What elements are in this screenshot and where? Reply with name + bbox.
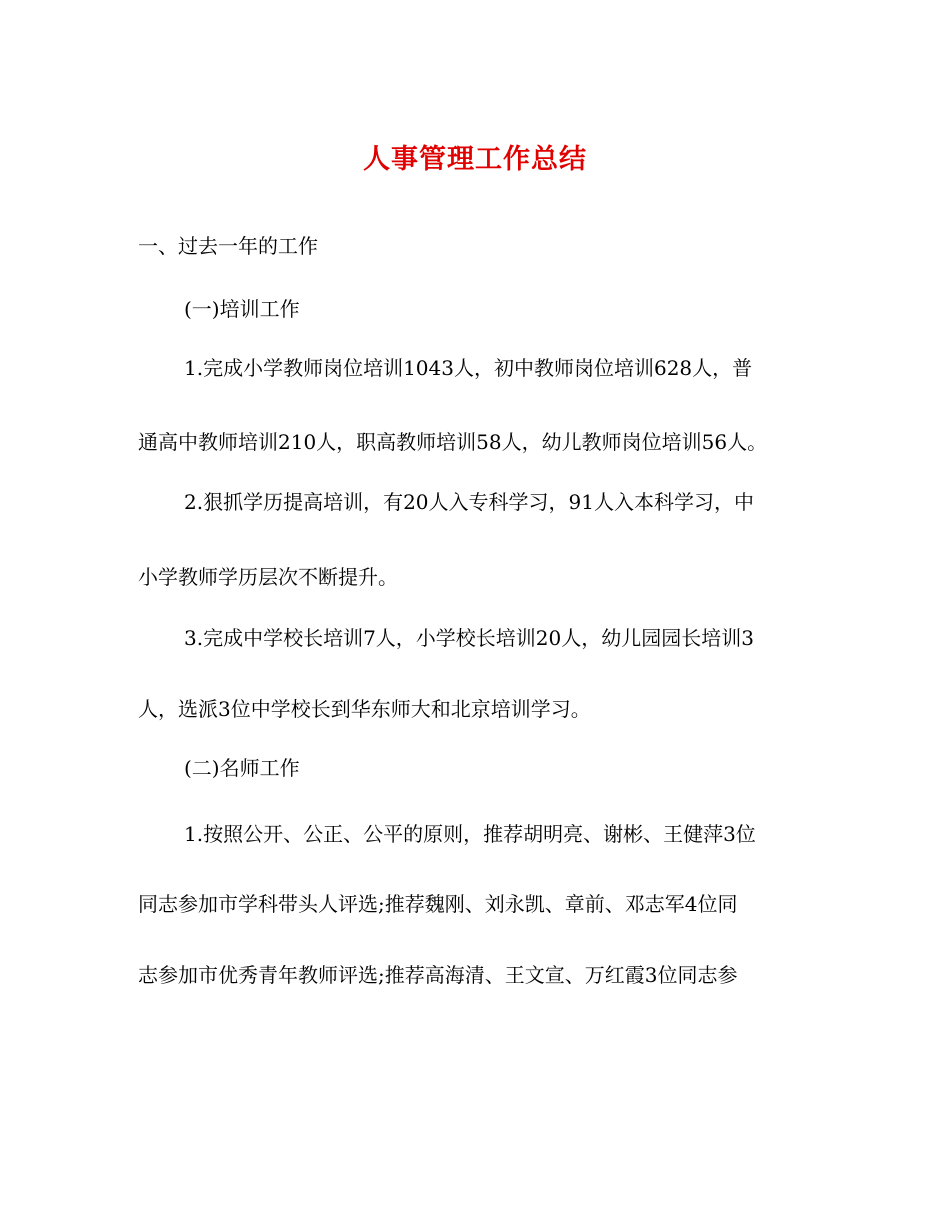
subsection-heading-famous-teachers: (二)名师工作 bbox=[184, 756, 300, 780]
paragraph-line: 志参加市优秀青年教师评选;推荐高海清、王文宣、万红霞3位同志参 bbox=[138, 963, 738, 987]
paragraph-line: 人，选派3位中学校长到华东师大和北京培训学习。 bbox=[138, 697, 591, 721]
paragraph-line: 2.狠抓学历提高培训，有20人入专科学习，91人入本科学习，中 bbox=[184, 490, 754, 514]
paragraph-line: 通高中教师培训210人，职高教师培训58人，幼儿教师岗位培训56人。 bbox=[138, 430, 768, 454]
document-title: 人事管理工作总结 bbox=[363, 144, 587, 175]
section-heading-past-year: 一、过去一年的工作 bbox=[138, 234, 318, 258]
paragraph-line: 1.完成小学教师岗位培训1043人，初中教师岗位培训628人，普 bbox=[184, 356, 753, 380]
paragraph-line: 3.完成中学校长培训7人，小学校长培训20人，幼儿园园长培训3 bbox=[184, 626, 754, 650]
paragraph-line: 同志参加市学科带头人评选;推荐魏刚、刘永凯、章前、邓志军4位同 bbox=[138, 892, 738, 916]
subsection-heading-training: (一)培训工作 bbox=[184, 297, 300, 321]
paragraph-line: 小学教师学历层次不断提升。 bbox=[138, 565, 398, 589]
paragraph-line: 1.按照公开、公正、公平的原则，推荐胡明亮、谢彬、王健萍3位 bbox=[184, 822, 756, 846]
